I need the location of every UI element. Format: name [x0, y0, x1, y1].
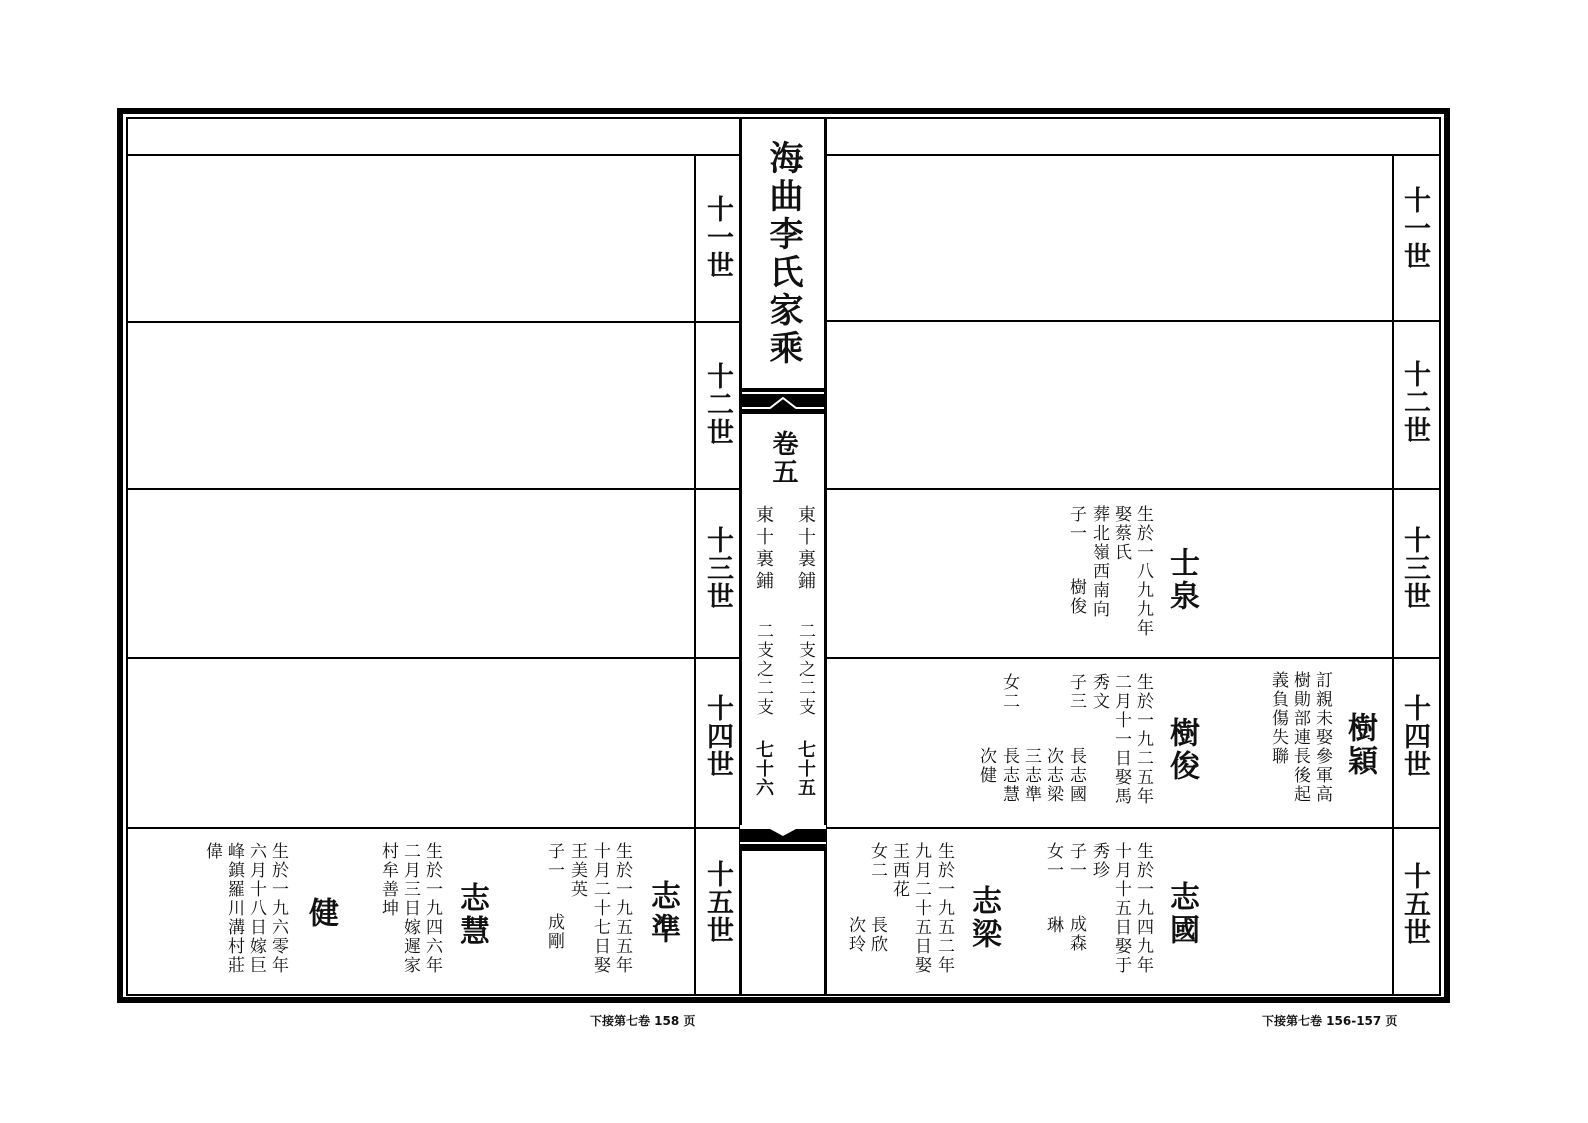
entry-text-line: 葬北嶺西南向 [1089, 505, 1109, 619]
entry-text-line: 九月二十五日娶 [911, 842, 931, 975]
entry-children-label: 子一 [544, 842, 564, 880]
spine-left-border [739, 117, 742, 996]
volume-label: 卷五 [768, 430, 798, 486]
entry-text-line: 二月十一日娶馬 [1111, 673, 1131, 806]
person-name: 志國 [1164, 881, 1199, 947]
entry-text-line: 王西花 [889, 842, 909, 899]
generation-label: 十四世 [1399, 694, 1430, 778]
book-title: 海曲李氏家乘 [763, 140, 803, 368]
entry-child-name: 琳 [1043, 916, 1063, 935]
entry-text-line: 王美英 [567, 842, 587, 899]
person-name: 志準 [645, 880, 680, 946]
person-name: 樹穎 [1342, 712, 1377, 778]
entry-text-line: 生於一九五五年 [612, 842, 632, 975]
continuation-note-left: 下接第七卷 158 页 [590, 1014, 696, 1028]
left-row-divider [127, 488, 739, 490]
left-row-divider [127, 321, 739, 323]
right-header-divider [826, 154, 1440, 156]
entry-text-line: 秀文 [1089, 673, 1109, 711]
entry-text-line: 生於一九四九年 [1133, 842, 1153, 975]
entry-child-name: 次健 [976, 747, 996, 785]
right-row-divider [826, 320, 1440, 322]
person-name: 健 [303, 897, 338, 930]
entry-text-line: 六月十八日嫁巨 [246, 842, 266, 975]
entry-children-label: 子一 [1066, 842, 1086, 880]
spine-right-border [824, 117, 827, 996]
entry-text-line: 十月二十七日娶 [590, 842, 610, 975]
upper-fishtail-ornament [740, 386, 826, 418]
left-row-divider [127, 657, 739, 659]
entry-text-line: 秀珍 [1089, 842, 1109, 880]
entry-child-name: 長欣 [867, 916, 887, 954]
spine-page-number: 七十五 [795, 740, 816, 797]
entry-text-line: 生於一九二五年 [1133, 673, 1153, 806]
entry-child-name: 樹俊 [1066, 578, 1086, 616]
spine-branch: 二支之二支 [795, 622, 815, 717]
spine-place: 東十裏鋪 [753, 505, 774, 593]
left-header-divider [127, 154, 739, 156]
generation-label: 十四世 [702, 694, 733, 778]
person-name: 志梁 [966, 885, 1001, 951]
right-row-divider [826, 657, 1440, 659]
right-row-divider [826, 488, 1440, 490]
entry-child-name: 長志慧 [999, 747, 1019, 804]
entry-child-name: 次玲 [845, 916, 865, 954]
entry-text-line: 娶蔡氏 [1111, 505, 1131, 562]
lower-fishtail-ornament [740, 825, 826, 853]
entry-child-name: 次志梁 [1043, 747, 1063, 804]
left-generation-column-divider [694, 154, 696, 995]
generation-label: 十二世 [1399, 360, 1430, 444]
left-row-divider [127, 827, 739, 829]
entry-text-line: 義負傷失聯 [1268, 671, 1288, 766]
entry-text-line: 二月三日嫁遲家 [400, 842, 420, 975]
generation-label: 十三世 [1399, 526, 1430, 610]
generation-label: 十一世 [1399, 186, 1430, 270]
right-row-divider [826, 827, 1440, 829]
generation-label: 十三世 [702, 526, 733, 610]
entry-text-line: 生於一九四六年 [422, 842, 442, 975]
entry-children-label: 子三 [1066, 673, 1086, 711]
entry-children-label: 女二 [999, 673, 1019, 711]
generation-label: 十一世 [702, 195, 733, 279]
entry-text-line: 訂親未娶參軍高 [1312, 671, 1332, 804]
spine-branch: 二支之二支 [753, 622, 773, 717]
continuation-note-right: 下接第七卷 156-157 页 [1262, 1014, 1398, 1028]
generation-label: 十五世 [702, 860, 733, 944]
entry-children-label: 女二 [867, 842, 887, 880]
entry-text-line: 生於一九五二年 [934, 842, 954, 975]
entry-text-line: 生於一九六零年 [268, 842, 288, 975]
entry-text-line: 偉 [202, 842, 222, 861]
entry-text-line: 生於一八九九年 [1133, 505, 1153, 638]
spine-place: 東十裏鋪 [795, 505, 816, 593]
person-name: 士泉 [1164, 547, 1199, 613]
entry-child-name: 成森 [1066, 915, 1086, 953]
entry-text-line: 樹勛部連長後起 [1290, 671, 1310, 804]
generation-label: 十二世 [702, 362, 733, 446]
spine-page-number: 七十六 [753, 740, 774, 797]
person-name: 樹俊 [1164, 717, 1199, 783]
entry-text-line: 村牟善坤 [378, 842, 398, 918]
entry-children-label: 女一 [1043, 842, 1063, 880]
entry-text-line: 峰鎮羅川溝村莊 [224, 842, 244, 975]
entry-child-name: 三志準 [1021, 747, 1041, 804]
right-generation-column-divider [1392, 154, 1394, 995]
person-name: 志慧 [454, 882, 489, 948]
entry-child-name: 成剛 [544, 913, 564, 951]
generation-label: 十五世 [1399, 862, 1430, 946]
entry-text-line: 十月十五日娶于 [1111, 842, 1131, 975]
entry-children-label: 子一 [1066, 505, 1086, 543]
entry-child-name: 長志國 [1066, 747, 1086, 804]
